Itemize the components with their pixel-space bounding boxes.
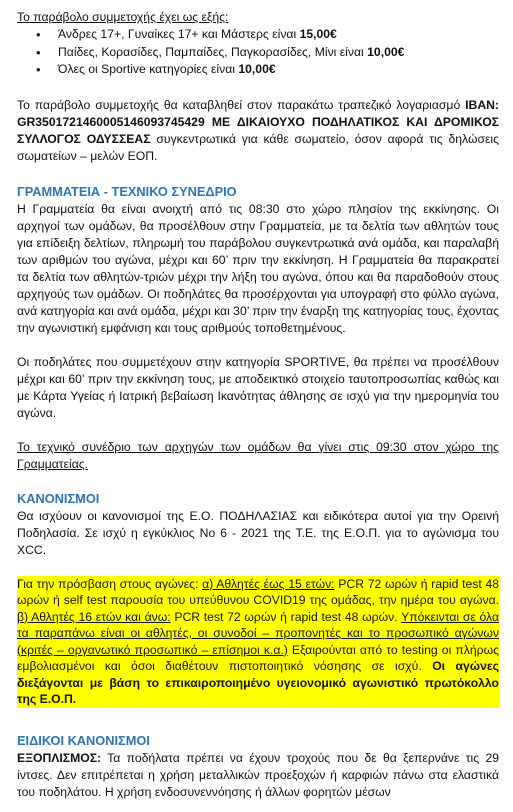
fees-intro: Το παράβολο συμμετοχής έχει ως εξής: — [17, 10, 229, 24]
secretariat-heading: ΓΡΑΜΜΑΤΕΙΑ - ΤΕΧΝΙΚΟ ΣΥΝΕΔΡΙΟ — [17, 183, 237, 199]
rules-heading: ΚΑΝΟΝΙΣΜΟΙ — [17, 490, 100, 506]
iban-text: IBAN: GR3501721460005146093745429 ΜΕ ΔΙΚΑΙΟΥΧΟ ΠΟΔΗΛΑΤΙΚΟΣ ΚΑΙ ΔΡΟΜΙΚΟΣ ΣΥΛΛΟΓΟΣ ΟΔΥΣΣΕΑΣ — [17, 97, 499, 146]
fee-item-youth: • Παίδες, Κορασίδες, Παμπαίδες, Παγκορασίδες, Μίνι είναι 10,00€ — [58, 44, 499, 62]
technical-meeting-paragraph: Το τεχνικό συνέδριο των αρχηγών των ομάδων θα γίνει στις 09:30 στον χώρο της Γραμματείας. — [17, 439, 499, 471]
equipment-paragraph: ΕΞΟΠΛΙΣΜΟΣ: Τα ποδήλατα πρέπει να έχουν τροχούς που δε θα ξεπερνάνε τις 29 ίντσες. Δεν επιτρέπεται η χρήση μεταλλικών προεξοχών ή καρφιών πάνω στα ελαστικά του ποδηλάτου. Η χρήση ενδοσυνεννόησης ή άλλων φορητών μέσων — [17, 750, 499, 799]
fee-item-adults: • Άνδρες 17+, Γυναίκες 17+ και Μάστερς είναι 15,00€ — [58, 26, 499, 44]
rules-paragraph: Θα ισχύουν οι κανονισμοί της Ε.Ο. ΠΟΔΗΛΑΣΙΑΣ και ειδικότερα αυτοί για την Ορεινή Ποδηλασία. Σε ισχύ η εγκύκλιος Νο 6 - 2021 της Τ.Ε. της Ε.Ο.Π. για το αγώνισμα του XCC. — [17, 508, 499, 557]
bank-paragraph: Το παράβολο συμμετοχής θα καταβληθεί στον παρακάτω τραπεζικό λογαριασμό IBAN: GR3501721460005146093745429 ΜΕ ΔΙΚΑΙΟΥΧΟ ΠΟΔΗΛΑΤΙΚΟΣ ΚΑΙ ΔΡΟΜΙΚΟΣ ΣΥΛΛΟΓΟΣ ΟΔΥΣΣΕΑΣ συγκεντρωτικά για κάθε σωματείο, όσον αφορά τις δηλώσεις σωματείων – μελών ΕΟΠ. — [17, 97, 500, 163]
secretariat-paragraph-2: Οι ποδηλάτες που συμμετέχουν στην κατηγορία SPORTIVE, θα πρέπει να προσέλθουν μέχρι και 60’ πριν την εκκίνηση τους, με αποδεικτικό στοιχείο ταυτοπροσωπίας καθώς και με Κάρτα Υγείας ή Ιατρική βεβαίωση Ικανότητας άθλησης σε ισχύ για την ημερομηνία του αγώνα. — [17, 354, 499, 420]
fees-list — [17, 26, 499, 79]
fee-item-sportive: • Όλες οι Sportive κατηγορίες είναι 10,00€ — [58, 61, 499, 79]
special-rules-heading: ΕΙΔΙΚΟΙ ΚΑΝΟΝΙΣΜΟΙ — [17, 732, 150, 748]
covid-notice: Για την πρόσβαση στους αγώνες: α) Αθλητές έως 15 ετών: PCR 72 ωρών ή rapid test 48 ωρών ή self test παρουσία του υπεύθυνου COVID19 της ομάδας, την ημέρα του αγώνα. β) Αθλητές 16 ετών και άνω: PCR test 72 ωρών ή rapid test 48 ωρών. Υπόκεινται σε όλα τα παραπάνω είναι οι αθλητές, οι συνοδοί – προπονητές και το προσωπικό αγώνων (κριτές – οργανωτικό προσωπικό – επίσημοι κ.α.) Εξαιρούνται από το testing οι πλήρως εμβολιασμένοι και όσοι διαθέτουν πιστοποιητικό νόσησης σε ισχύ. Οι αγώνες διεξάγονται με βάση το επικαιροποιημένο υγειονομικό αγωνιστικό πρωτόκολλο της Ε.Ο.Π. — [17, 576, 500, 706]
secretariat-paragraph-1: Η Γραμματεία θα είναι ανοιχτή από τις 08:30 στο χώρο πλησίον της εκκίνησης. Οι αρχηγοί των ομάδων, θα προσέλθουν στην Γραμματεία, με τα δελτία των αθλητών τους για επίδειξη δελτίων, πληρωμή του παράβολου συγκεντρωτικά ανά ομάδα, και παραλαβή των αριθμών του αγώνα, μέχρι και 60’ πριν την εκκίνηση. Η Γραμματεία θα παρακρατεί τα δελτία των αθλητών-τριών μέχρι την λήξη του αγώνα, όπου και θα παραδοθούν στους αρχηγούς των ομάδων. Οι ποδηλάτες θα προσέρχονται για υπογραφή στο φύλλο αγώνα, ανά κατηγορία και ανά ομάδα, μέχρι και 30’ πριν την έναρξη της κατηγορίας τους, έχοντας την αγωνιστική εμφάνιση και τους αριθμούς τοποθετημένους. — [17, 201, 500, 335]
